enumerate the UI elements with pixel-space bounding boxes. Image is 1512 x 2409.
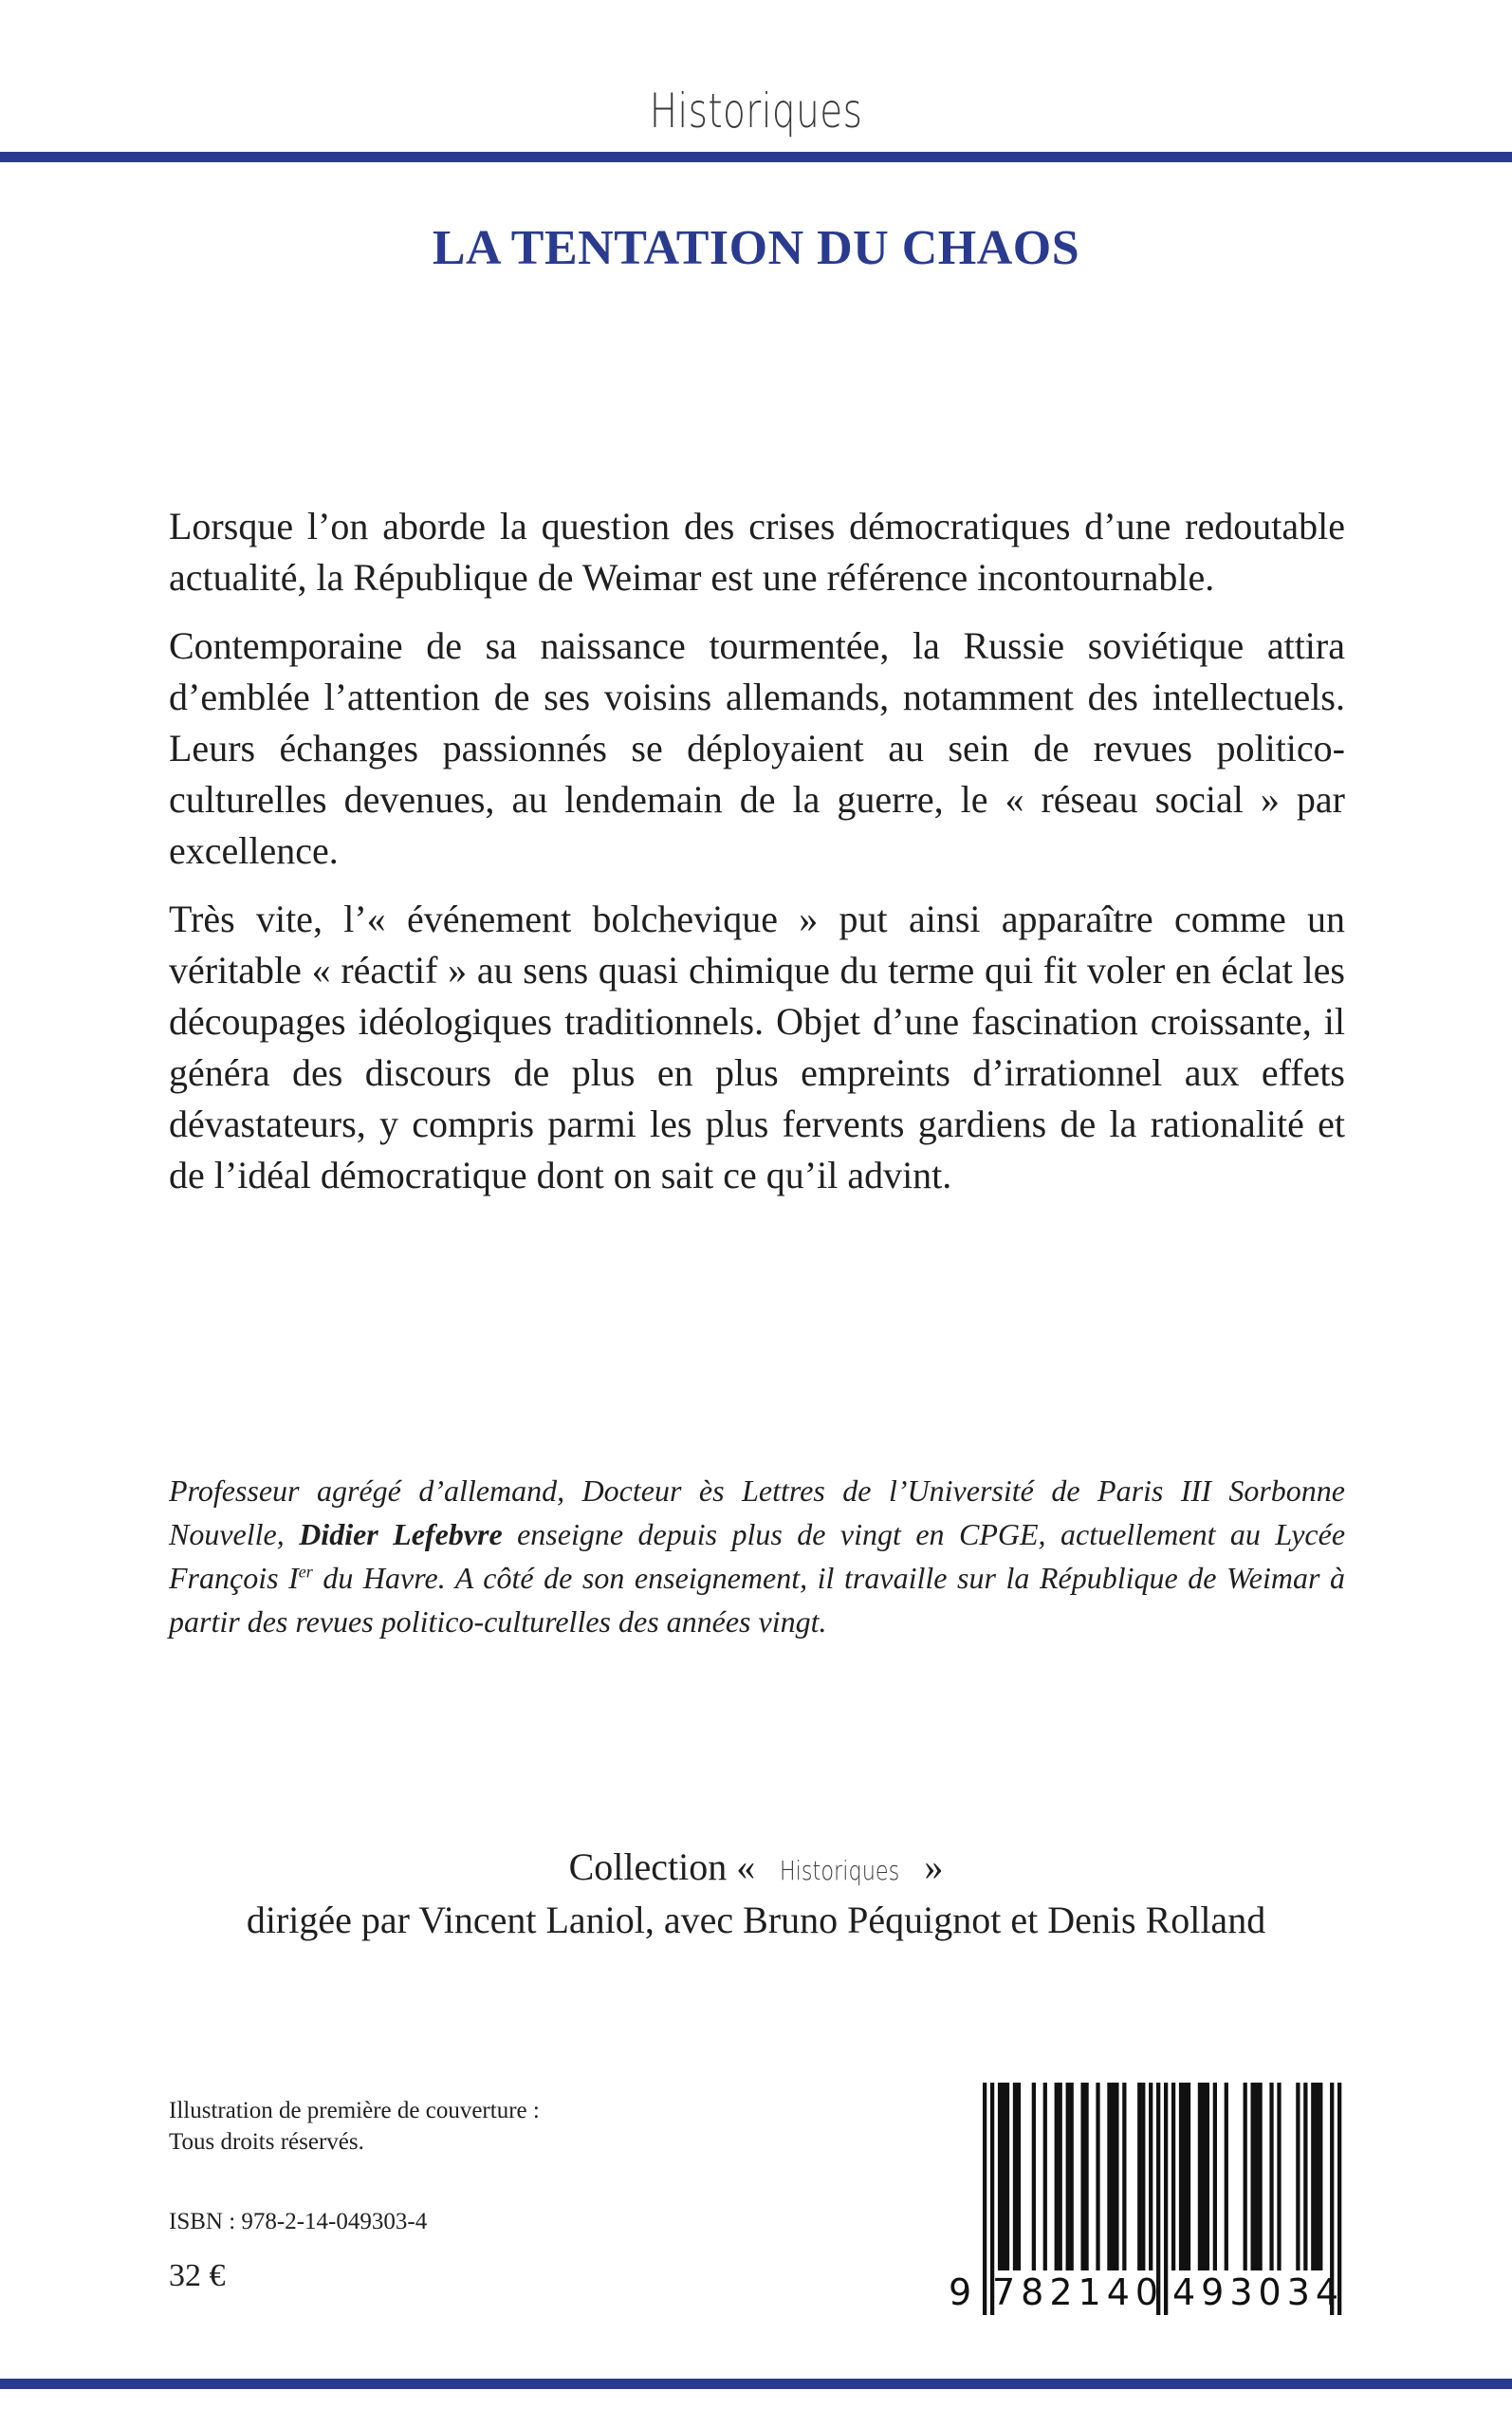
barcode-bar	[1277, 2083, 1281, 2270]
barcode-bar	[1070, 2083, 1074, 2270]
barcode-bar	[1066, 2083, 1070, 2270]
barcode-bar	[1013, 2083, 1017, 2270]
barcode-bar	[1315, 2083, 1318, 2270]
collection-logo: Historiques	[649, 83, 863, 139]
barcode-bar	[1254, 2083, 1258, 2270]
collection-suffix: »	[914, 1845, 944, 1888]
collection-block	[0, 1843, 1512, 1945]
barcode-bar	[1251, 2083, 1255, 2270]
barcode-bar	[1296, 2083, 1300, 2270]
barcode-bar	[1002, 2083, 1005, 2270]
barcode-bar	[1115, 2083, 1118, 2270]
top-rule	[0, 152, 1512, 162]
barcode-bar	[1179, 2083, 1183, 2270]
bio-superscript: er	[298, 1562, 313, 1582]
blurb	[169, 501, 1345, 1218]
barcode-bar	[1225, 2083, 1228, 2270]
collection-line	[0, 1843, 1512, 1896]
barcode-bar	[1244, 2083, 1247, 2270]
barcode-bar	[1043, 2083, 1047, 2270]
barcode-bar	[1107, 2083, 1111, 2270]
barcode-bar	[1005, 2083, 1009, 2270]
barcode-bar	[1111, 2083, 1115, 2270]
isbn: ISBN : 978-2-14-049303-4	[169, 2209, 428, 2234]
author-bio-text	[169, 1469, 1345, 1643]
book-title: LA TENTATION DU CHAOS	[432, 221, 1080, 275]
blurb-paragraph: Très vite, l’« événement bolchevique » put ainsi apparaître comme un véritable « réactif » au sens quasi chimique du terme qui fit voler en éclat les découpages idéologiques traditionnels. Objet d’une fascination croissante, il généra des discours de plus en plus empreints d’irrationnel aux effets dévastateurs, y compris parmi les plus fervents gardiens de la rationalité et de l’idéal démocratique dont on sait ce qu’il advint.	[169, 898, 1345, 1196]
barcode-bar	[1059, 2083, 1062, 2270]
barcode-bar	[1206, 2083, 1209, 2270]
bio-ending: du Havre. A côté de son enseignement, il travaille sur la République de Weimar à partir des revues politico-culturelles des années vingt.	[169, 1561, 1346, 1639]
credits-line-1: Illustration de première de couverture :	[169, 2098, 540, 2123]
barcode-bar	[1198, 2083, 1202, 2270]
barcode-bar	[1032, 2083, 1036, 2270]
credits-line-2: Tous droits réservés.	[169, 2129, 364, 2155]
barcode-bar	[1303, 2083, 1307, 2270]
barcode-bar	[1055, 2083, 1059, 2270]
barcode-bar	[1017, 2083, 1021, 2270]
barcode-right-group: 493034	[1172, 2271, 1345, 2313]
barcode-bar	[1213, 2083, 1217, 2270]
collection-directors: dirigée par Vincent Laniol, avec Bruno Péquignot et Denis Rolland	[246, 1899, 1266, 1941]
barcode-bar	[1080, 2083, 1084, 2270]
barcode-bar	[1318, 2083, 1322, 2270]
barcode-bar	[1311, 2083, 1315, 2270]
barcode-bar	[1137, 2083, 1141, 2270]
barcode-bar	[998, 2083, 1002, 2270]
barcode-bar	[1149, 2083, 1152, 2270]
collection-small-logo: Historiques	[780, 1855, 900, 1886]
price: 32 €	[169, 2258, 226, 2293]
barcode-bar	[1141, 2083, 1145, 2270]
barcode-bar	[1171, 2083, 1175, 2270]
barcode-bar	[1122, 2083, 1126, 2270]
author-bio	[169, 1469, 1345, 1643]
barcode-first-digit: 9	[949, 2271, 972, 2313]
cover-credits	[169, 2095, 540, 2158]
barcode-digits	[949, 2271, 1347, 2317]
barcode-bar	[1084, 2083, 1088, 2270]
bio-middle: enseigne depuis plus de vingt en CPGE, actuellement au Lycée François I	[169, 1517, 1346, 1595]
barcode-bar	[1258, 2083, 1262, 2270]
barcode-left-group: 782140	[992, 2271, 1165, 2313]
barcode-bar	[1183, 2083, 1187, 2270]
barcode-bar	[1269, 2083, 1273, 2270]
bottom-rule	[0, 2379, 1512, 2389]
barcode-bar	[1202, 2083, 1206, 2270]
blurb-paragraph: Lorsque l’on aborde la question des crises démocratiques d’une redoutable actualité, la République de Weimar est une référence incontournable.	[169, 505, 1345, 599]
barcode-bar	[1096, 2083, 1099, 2270]
author-name: Didier Lefebvre	[299, 1517, 503, 1551]
blurb-paragraph: Contemporaine de sa naissance tourmentée, la Russie soviétique attira d’emblée l’attention de ses voisins allemands, notamment des intellectuels. Leurs échanges passionnés se déployaient au sein de revues politico-culturelles devenues, au lendemain de la guerre, le « réseau social » par excellence.	[169, 624, 1345, 872]
bio-intro: Professeur agrégé d’allemand, Docteur ès Lettres de l’Université de Paris III Sorbonne Nouvelle,	[169, 1473, 1345, 1551]
barcode-bar	[1187, 2083, 1190, 2270]
collection-prefix: Collection «	[568, 1845, 765, 1888]
